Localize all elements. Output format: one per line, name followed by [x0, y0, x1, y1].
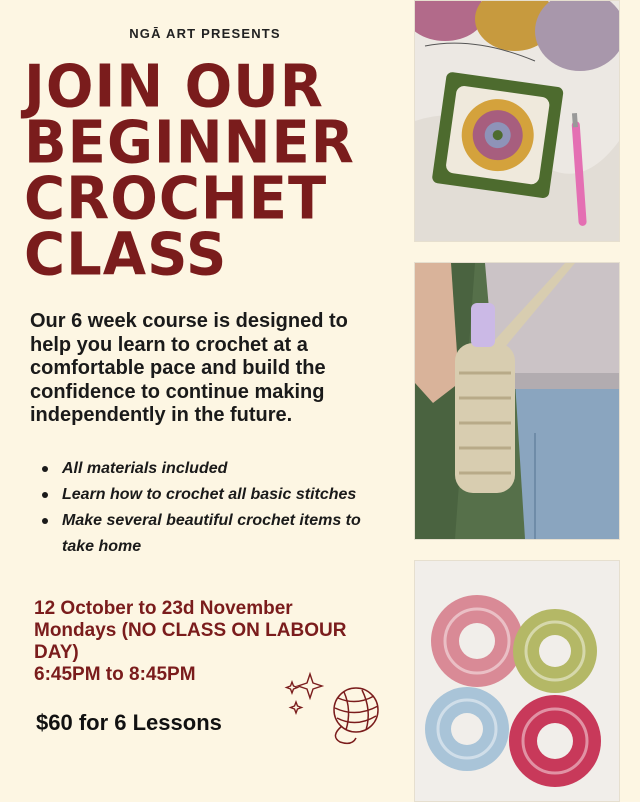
schedule-days: Mondays (NO CLASS ON LABOUR DAY)	[34, 620, 347, 663]
course-description: Our 6 week course is designed to help you learn to crochet at a comfortable pace and build the confidence to continue making independently in the future.	[30, 310, 348, 426]
schedule-dates: 12 October to 23d November	[34, 598, 293, 619]
page-title	[24, 52, 404, 289]
list-item: Learn how to crochet all basic stitches	[30, 482, 382, 508]
granny-square-photo	[414, 0, 620, 242]
title-line-2: BEGINNER	[24, 108, 355, 177]
schedule-time: 6:45PM to 8:45PM	[34, 664, 196, 685]
list-item: Make several beautiful crochet items to take home	[30, 508, 382, 560]
bullet-icon	[42, 492, 48, 498]
crochet-scrunchies-photo	[414, 560, 620, 802]
title-line-1: JOIN OUR	[24, 52, 324, 121]
sparkle-icon	[287, 674, 323, 713]
list-item: All materials included	[30, 456, 382, 482]
yarn-ball-icon	[334, 688, 378, 743]
price-label: $60 for 6 Lessons	[36, 710, 222, 735]
title-line-4: CLASS	[24, 220, 228, 289]
crochet-bottle-bag-photo	[414, 262, 620, 540]
bullet-icon	[42, 466, 48, 472]
bullet-icon	[42, 518, 48, 524]
presenter-label: NGĀ ART PRESENTS	[129, 26, 281, 41]
title-line-3: CROCHET	[24, 164, 328, 233]
feature-list	[30, 456, 382, 560]
yarn-decoration	[282, 666, 392, 746]
